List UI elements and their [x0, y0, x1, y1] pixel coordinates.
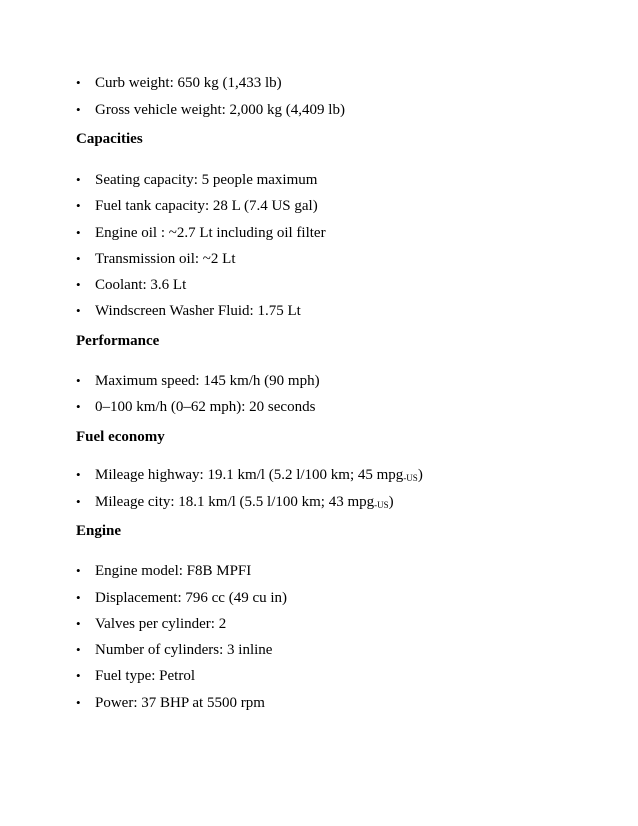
list-item-text: Windscreen Washer Fluid: 1.75 Lt [95, 303, 301, 319]
bullet: • [76, 467, 81, 482]
bullet: • [76, 172, 81, 187]
list-item-text: Valves per cylinder: 2 [95, 616, 227, 632]
section-heading-fuel-economy: Fuel economy [76, 429, 165, 445]
list-item-text: Displacement: 796 cc (49 cu in) [95, 590, 288, 606]
bullet: • [76, 399, 81, 414]
closing-paren: ) [417, 467, 423, 483]
section-heading-engine: Engine [76, 523, 122, 539]
bullet: • [76, 590, 81, 605]
list-item-text: Engine model: F8B MPFI [95, 563, 252, 579]
list-item-text [95, 466, 423, 484]
list-item-text: Power: 37 BHP at 5500 rpm [95, 695, 265, 711]
bullet: • [76, 198, 81, 213]
unit-subscript: -US [403, 473, 418, 483]
list-item-text: Seating capacity: 5 people maximum [95, 172, 318, 188]
unit-subscript: -US [374, 500, 389, 510]
bullet: • [76, 303, 81, 318]
bullet: • [76, 494, 81, 509]
bullet: • [76, 616, 81, 631]
bullet: • [76, 695, 81, 710]
bullet: • [76, 277, 81, 292]
bullet: • [76, 642, 81, 657]
list-item-text: Fuel tank capacity: 28 L (7.4 US gal) [95, 198, 318, 214]
mileage-city-text: Mileage city: 18.1 km/l (5.5 l/100 km; 43 mpg [95, 494, 375, 510]
bullet: • [76, 102, 81, 117]
list-item-text [95, 493, 394, 511]
list-item-text: Fuel type: Petrol [95, 668, 195, 684]
bullet: • [76, 251, 81, 266]
list-item-text: Number of cylinders: 3 inline [95, 642, 273, 658]
list-item-text: Engine oil : ~2.7 Lt including oil filter [95, 225, 326, 241]
list-item-text: 0–100 km/h (0–62 mph): 20 seconds [95, 399, 316, 415]
bullet: • [76, 373, 81, 388]
list-item-text: Gross vehicle weight: 2,000 kg (4,409 lb) [95, 102, 345, 118]
bullet: • [76, 75, 81, 90]
section-heading-performance: Performance [76, 333, 160, 349]
mileage-highway-text: Mileage highway: 19.1 km/l (5.2 l/100 km; 45 mpg [95, 467, 404, 483]
list-item-text: Curb weight: 650 kg (1,433 lb) [95, 75, 282, 91]
closing-paren: ) [388, 494, 394, 510]
bullet: • [76, 563, 81, 578]
list-item-text: Maximum speed: 145 km/h (90 mph) [95, 373, 320, 389]
bullet: • [76, 225, 81, 240]
list-item-text: Transmission oil: ~2 Lt [95, 251, 236, 267]
list-item-text: Coolant: 3.6 Lt [95, 277, 187, 293]
section-heading-capacities: Capacities [76, 131, 143, 147]
bullet: • [76, 668, 81, 683]
